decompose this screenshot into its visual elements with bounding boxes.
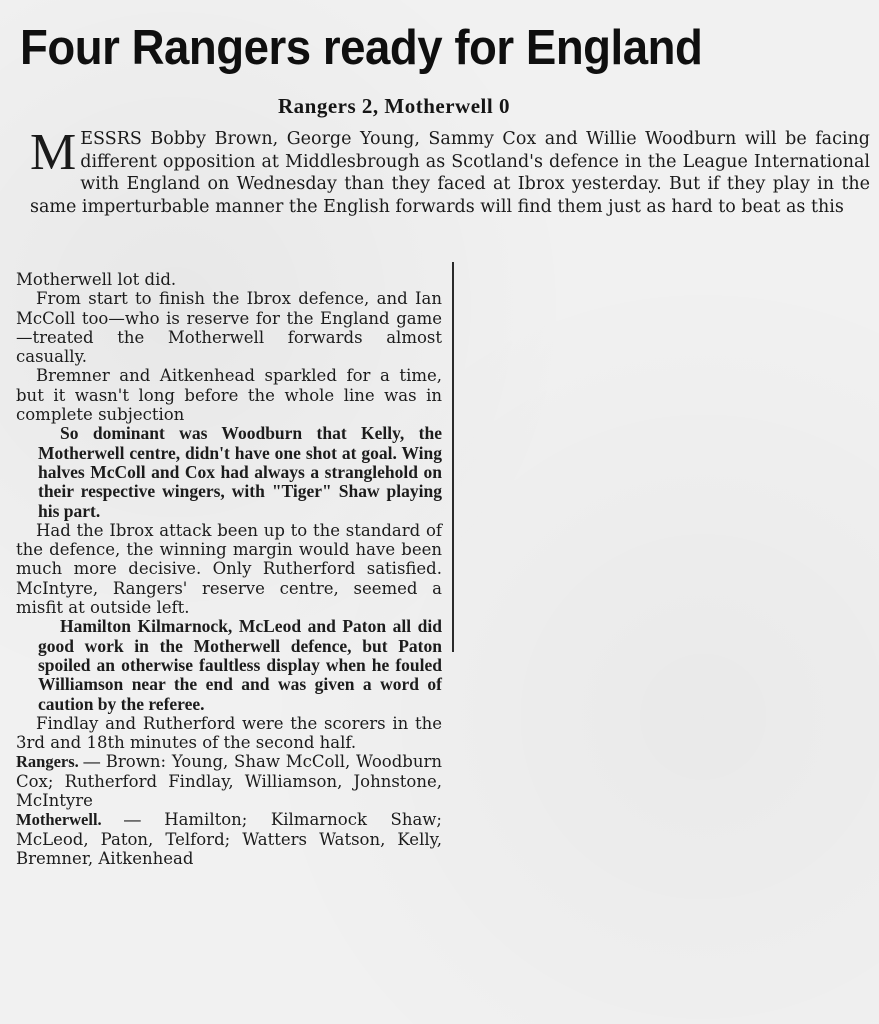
paragraph-forwards: Bremner and Aitkenhead sparkled for a time, but it wasn't long before the whole line was in complete subjection [16,366,442,425]
match-result: Rangers 2, Motherwell 0 [278,94,510,118]
headline: Four Rangers ready for England [20,21,703,75]
paragraph-continuation: Motherwell lot did. [16,270,177,289]
lineup-rangers-label: Rangers. — [16,752,100,772]
lineup-motherwell-label: Motherwell. — [16,810,141,830]
paragraph-attack: Had the Ibrox attack been up to the standard of the defence, the winning margin would have been much more decisive. Only Rutherford satisfied. McIntyre, Rangers' reserve centre, seemed a misfit at outside left. [16,520,442,618]
lineup-motherwell [16,810,442,868]
column-rule [452,262,454,652]
lineup-rangers-players: Brown: Young, Shaw McColl, Woodburn Cox; Rutherford Findlay, Williamson, Johnstone, McIntyre [16,752,442,811]
article-column [16,270,442,868]
intro-paragraph [30,124,870,218]
intro-text: ESSRS Bobby Brown, George Young, Sammy Cox and Willie Woodburn will be facing different opposition at Middlesbrough as Scotland's defence in the League International with England on Wednesday than they faced at Ibrox yesterday. But if they play in the same imperturbable manner the English forwards will find them just as hard to beat as this [30,129,870,217]
paragraph-defence: From start to finish the Ibrox defence, and Ian McColl too—who is reserve for the England game—treated the Motherwell forwards almost casually. [16,289,442,367]
drop-cap: M [30,124,77,181]
lineup-rangers [16,752,442,810]
paragraph-scorers: Findlay and Rutherford were the scorers in the 3rd and 18th minutes of the second half. [16,713,442,753]
paragraph-woodburn: So dominant was Woodburn that Kelly, the Motherwell centre, didn't have one shot at goal. Wing halves McColl and Cox had always a stranglehold on their respective wingers, with "Tiger" Shaw playing his part. [38,423,442,521]
lineup-motherwell-players: Hamilton; Kilmarnock Shaw; McLeod, Paton, Telford; Watters Watson, Kelly, Bremner, Aitkenhead [16,810,442,868]
paragraph-motherwell-defence: Hamilton Kilmarnock, McLeod and Paton all did good work in the Motherwell defence, but Paton spoiled an otherwise faultless display when he fouled Williamson near the end and was given a word of caution by the referee. [38,616,442,714]
